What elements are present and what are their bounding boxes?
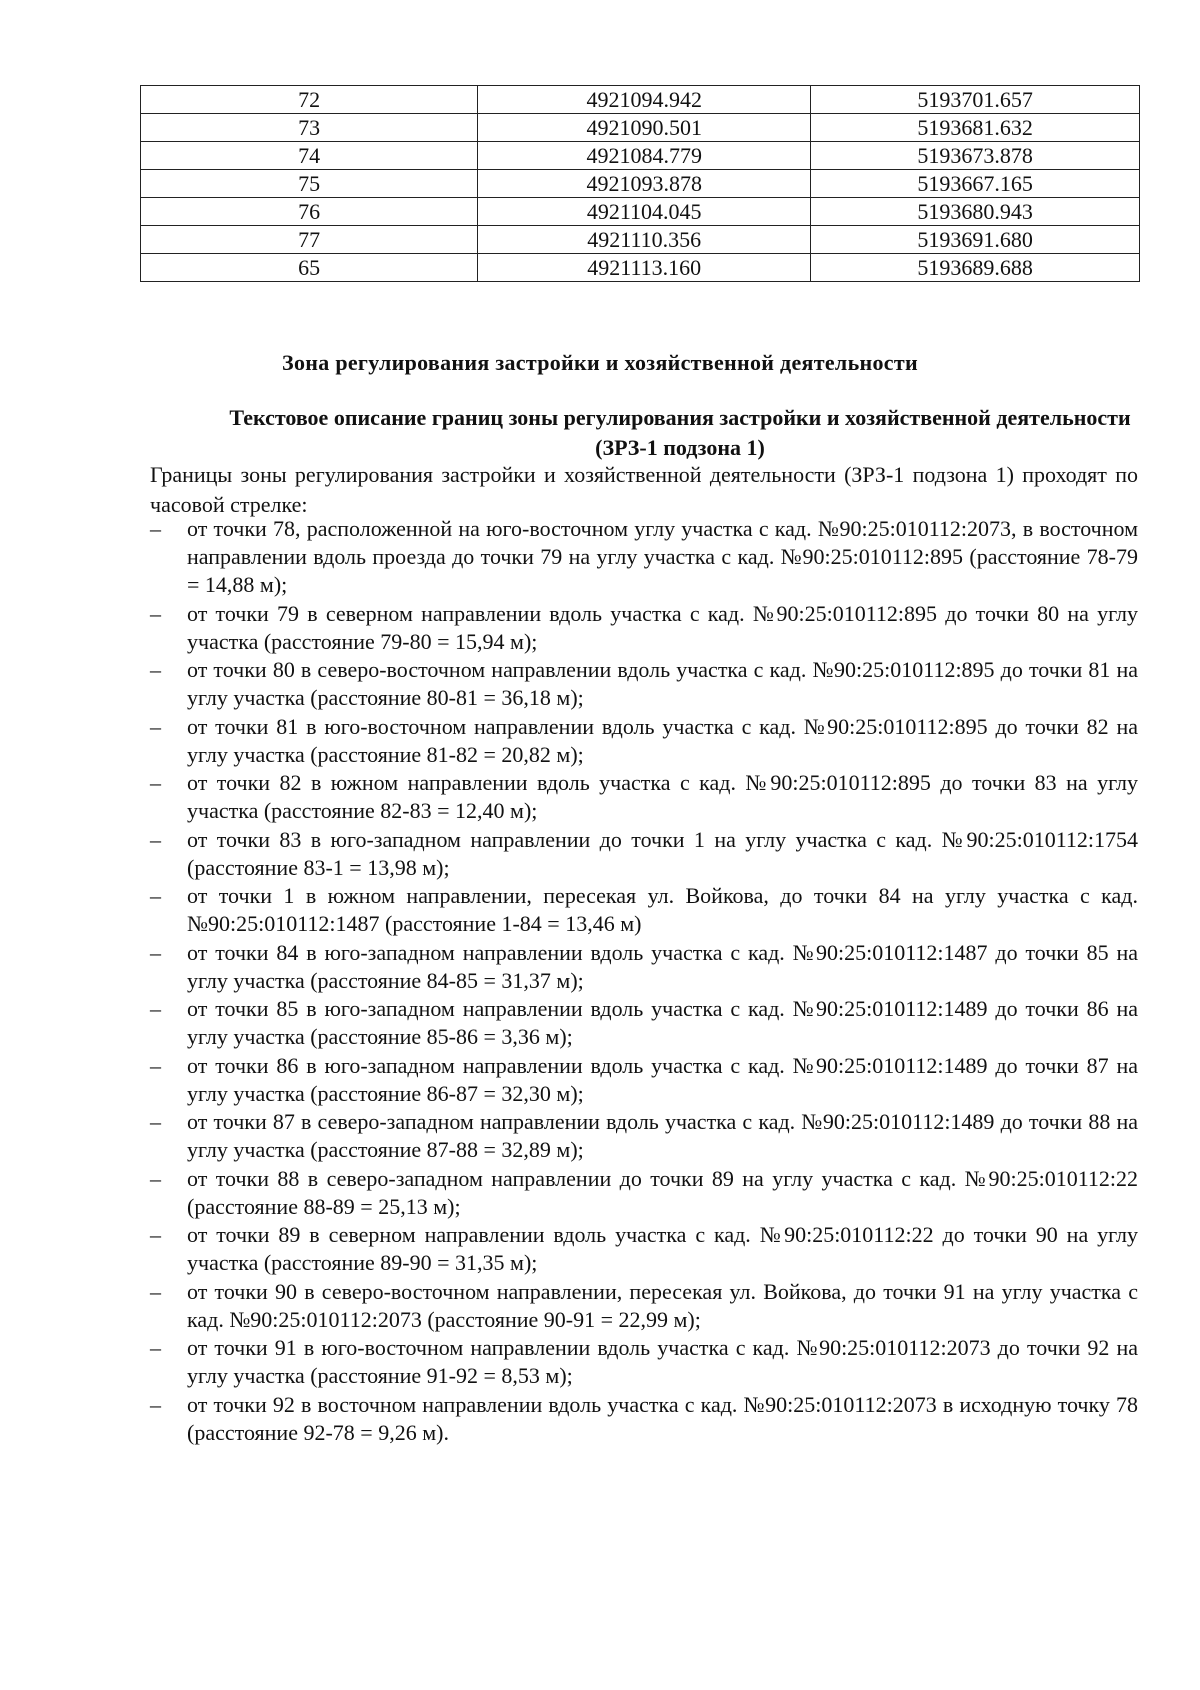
list-dash-marker: – <box>150 770 161 795</box>
table-row <box>141 226 1140 254</box>
list-dash-marker: – <box>150 1335 161 1360</box>
y-coordinate-cell: 5193681.632 <box>811 114 1140 142</box>
segment-text: от точки 79 в северном направлении вдоль участка с кад. №90:25:010112:895 до точки 80 на углу участка (расстояние 79-80 = 15,94 м); <box>187 600 1138 654</box>
list-item <box>150 1278 1138 1334</box>
segment-text: от точки 84 в юго-западном направлении вдоль участка с кад. №90:25:010112:1487 до точки 85 на углу участка (расстояние 84-85 = 31,37 м); <box>187 939 1138 993</box>
list-dash-marker: – <box>150 1278 161 1304</box>
point-number-cell: 72 <box>141 86 478 114</box>
segment-text: от точки 1 в южном направлении, пересекая ул. Войкова, до точки 84 на углу участка с кад. №90:25:010112:1487 (расстояние 1-84 = 13,46 м) <box>187 883 1138 936</box>
table-row <box>141 170 1140 198</box>
segment-text: от точки 92 в восточном направлении вдоль участка с кад. №90:25:010112:2073 в исходную точку 78 (расстояние 92-78 = 9,26 м). <box>187 1391 1138 1445</box>
segment-text: от точки 82 в южном направлении вдоль участка с кад. №90:25:010112:895 до точки 83 на углу участка (расстояние 82-83 = 12,40 м); <box>187 770 1138 823</box>
list-item <box>150 826 1138 882</box>
table-row <box>141 142 1140 170</box>
table-row <box>141 198 1140 226</box>
x-coordinate-cell: 4921093.878 <box>478 170 811 198</box>
list-item <box>150 1391 1138 1447</box>
list-item <box>150 1052 1138 1108</box>
list-dash-marker: – <box>150 939 161 965</box>
description-title: Текстовое описание границ зоны регулирования застройки и хозяйственной деятельности (ЗРЗ-1 подзона 1) <box>229 405 1131 460</box>
segment-text: от точки 88 в северо-западном направлении до точки 89 на углу участка с кад. №90:25:010112:22 (расстояние 88-89 = 25,13 м); <box>187 1165 1138 1219</box>
x-coordinate-cell: 4921084.779 <box>478 142 811 170</box>
list-item <box>150 882 1138 938</box>
list-item <box>150 769 1138 825</box>
list-dash-marker: – <box>150 1165 161 1191</box>
list-item <box>150 1221 1138 1277</box>
segment-text: от точки 81 в юго-восточном направлении вдоль участка с кад. №90:25:010112:895 до точки 82 на углу участка (расстояние 81-82 = 20,82 м); <box>187 713 1138 767</box>
list-item <box>150 1165 1138 1221</box>
segment-text: от точки 90 в северо-восточном направлении, пересекая ул. Войкова, до точки 91 на углу участка с кад. №90:25:010112:2073 (расстояние 90-91 = 22,99 м); <box>187 1278 1138 1332</box>
list-dash-marker: – <box>150 713 161 739</box>
point-number-cell: 77 <box>141 226 478 254</box>
point-number-cell: 76 <box>141 198 478 226</box>
x-coordinate-cell: 4921110.356 <box>478 226 811 254</box>
list-item <box>150 1334 1138 1390</box>
list-dash-marker: – <box>150 600 161 626</box>
segment-text: от точки 86 в юго-западном направлении вдоль участка с кад. №90:25:010112:1489 до точки 87 на углу участка (расстояние 86-87 = 32,30 м); <box>187 1052 1138 1106</box>
list-dash-marker: – <box>150 1109 161 1134</box>
list-dash-marker: – <box>150 826 161 852</box>
list-dash-marker: – <box>150 883 161 908</box>
point-number-cell: 74 <box>141 142 478 170</box>
table-row <box>141 254 1140 282</box>
list-item <box>150 656 1138 712</box>
segment-text: от точки 87 в северо-западном направлении вдоль участка с кад. №90:25:010112:1489 до точки 88 на углу участка (расстояние 87-88 = 32,89 м); <box>187 1109 1138 1162</box>
table-row <box>141 86 1140 114</box>
segment-text: от точки 83 в юго-западном направлении до точки 1 на углу участка с кад. №90:25:010112:1754 (расстояние 83-1 = 13,98 м); <box>187 826 1138 880</box>
segment-text: от точки 85 в юго-западном направлении вдоль участка с кад. №90:25:010112:1489 до точки 86 на углу участка (расстояние 85-86 = 3,36 м); <box>187 996 1138 1049</box>
list-item <box>150 713 1138 769</box>
zone-title: Зона регулирования застройки и хозяйственной деятельности <box>282 350 918 375</box>
x-coordinate-cell: 4921104.045 <box>478 198 811 226</box>
y-coordinate-cell: 5193689.688 <box>811 254 1140 282</box>
table-row <box>141 114 1140 142</box>
x-coordinate-cell: 4921090.501 <box>478 114 811 142</box>
boundary-segments-list <box>150 515 1138 1447</box>
point-number-cell: 73 <box>141 114 478 142</box>
y-coordinate-cell: 5193680.943 <box>811 198 1140 226</box>
segment-text: от точки 80 в северо-восточном направлении вдоль участка с кад. №90:25:010112:895 до точки 81 на углу участка (расстояние 80-81 = 36,18 м); <box>187 657 1138 710</box>
x-coordinate-cell: 4921113.160 <box>478 254 811 282</box>
list-dash-marker: – <box>150 657 161 682</box>
list-dash-marker: – <box>150 996 161 1021</box>
list-item <box>150 1108 1138 1164</box>
list-dash-marker: – <box>150 1391 161 1417</box>
list-dash-marker: – <box>150 516 161 541</box>
list-item <box>150 939 1138 995</box>
list-item <box>150 995 1138 1051</box>
list-item <box>150 515 1138 599</box>
list-item <box>150 600 1138 656</box>
y-coordinate-cell: 5193691.680 <box>811 226 1140 254</box>
point-number-cell: 65 <box>141 254 478 282</box>
intro-paragraph: Границы зоны регулирования застройки и хозяйственной деятельности (ЗРЗ-1 подзона 1) проходят по часовой стрелке: <box>150 462 1138 517</box>
list-dash-marker: – <box>150 1052 161 1078</box>
point-number-cell: 75 <box>141 170 478 198</box>
segment-text: от точки 78, расположенной на юго-восточном углу участка с кад. №90:25:010112:2073, в восточном направлении вдоль проезда до точки 79 на углу участка с кад. №90:25:010112:895 (расстояние 78-79 = 14,88 м); <box>187 516 1138 597</box>
y-coordinate-cell: 5193673.878 <box>811 142 1140 170</box>
list-dash-marker: – <box>150 1222 161 1247</box>
y-coordinate-cell: 5193667.165 <box>811 170 1140 198</box>
x-coordinate-cell: 4921094.942 <box>478 86 811 114</box>
coordinates-table <box>140 85 1140 282</box>
coordinates-table-body <box>141 86 1140 282</box>
segment-text: от точки 89 в северном направлении вдоль участка с кад. №90:25:010112:22 до точки 90 на углу участка (расстояние 89-90 = 31,35 м); <box>187 1222 1138 1275</box>
y-coordinate-cell: 5193701.657 <box>811 86 1140 114</box>
segment-text: от точки 91 в юго-восточном направлении вдоль участка с кад. №90:25:010112:2073 до точки 92 на углу участка (расстояние 91-92 = 8,53 м); <box>187 1335 1138 1388</box>
